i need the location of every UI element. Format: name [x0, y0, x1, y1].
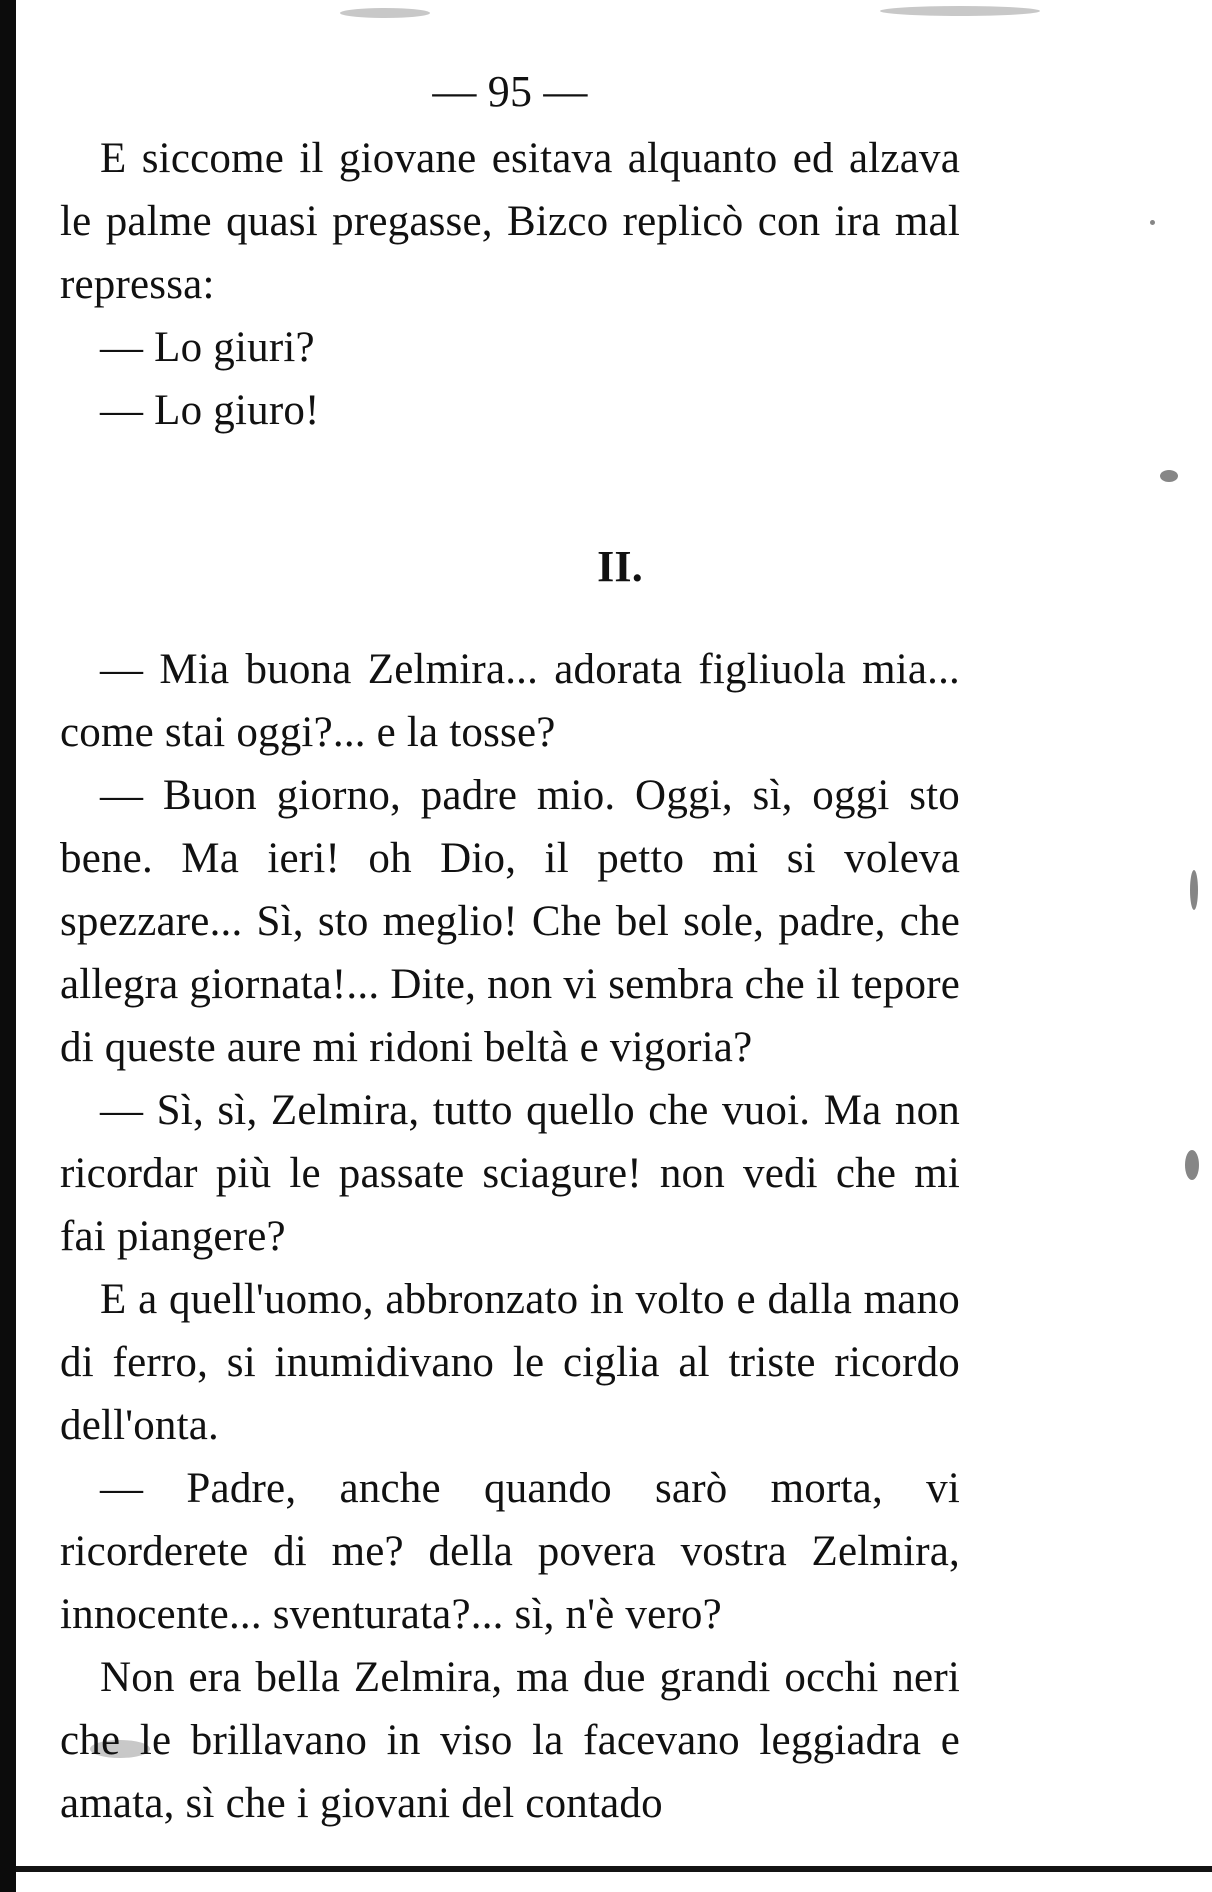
scan-speckle	[340, 8, 430, 18]
scan-edge-left	[0, 0, 16, 1892]
book-page	[60, 60, 960, 1835]
section-heading: II.	[597, 542, 643, 591]
scan-speckle	[880, 6, 1040, 16]
dialogue-line: — Lo giuro!	[100, 387, 320, 434]
paragraph: E a quell'uomo, abbronzato in volto e dalla mano di ferro, si inumidivano le ciglia al triste ricordo dell'onta.	[60, 1276, 960, 1449]
page-number: — 95 —	[432, 67, 588, 116]
scan-speckle	[1160, 470, 1178, 482]
scan-edge-bottom	[16, 1866, 1212, 1872]
paragraph: Non era bella Zelmira, ma due grandi occhi neri che le brillavano in viso la facevano leggiadra e amata, sì che i giovani del contado	[60, 1654, 960, 1827]
dialogue-line: — Padre, anche quando sarò morta, vi ricorderete di me? della povera vostra Zelmira, innocente... sventurata?... sì, n'è vero?	[60, 1465, 960, 1638]
paragraph: E siccome il giovane esitava alquanto ed alzava le palme quasi pregasse, Bizco replicò con ira mal repressa:	[60, 135, 960, 308]
dialogue-line: — Mia buona Zelmira... adorata figliuola mia... come stai oggi?... e la tosse?	[60, 646, 960, 756]
dialogue-line: — Sì, sì, Zelmira, tutto quello che vuoi. Ma non ricordar più le passate sciagure! non vedi che mi fai piangere?	[60, 1087, 960, 1260]
scan-speckle	[1190, 870, 1198, 910]
scan-speckle	[1150, 220, 1155, 225]
dialogue-line: — Buon giorno, padre mio. Oggi, sì, oggi sto bene. Ma ieri! oh Dio, il petto mi si voleva spezzare... Sì, sto meglio! Che bel sole, padre, che allegra giornata!... Dite, non vi sembra che il tepore di queste aure mi ridoni beltà e vigoria?	[60, 772, 960, 1071]
scan-speckle	[1185, 1150, 1199, 1180]
spacer	[60, 442, 960, 505]
dialogue-line: — Lo giuri?	[100, 324, 315, 371]
